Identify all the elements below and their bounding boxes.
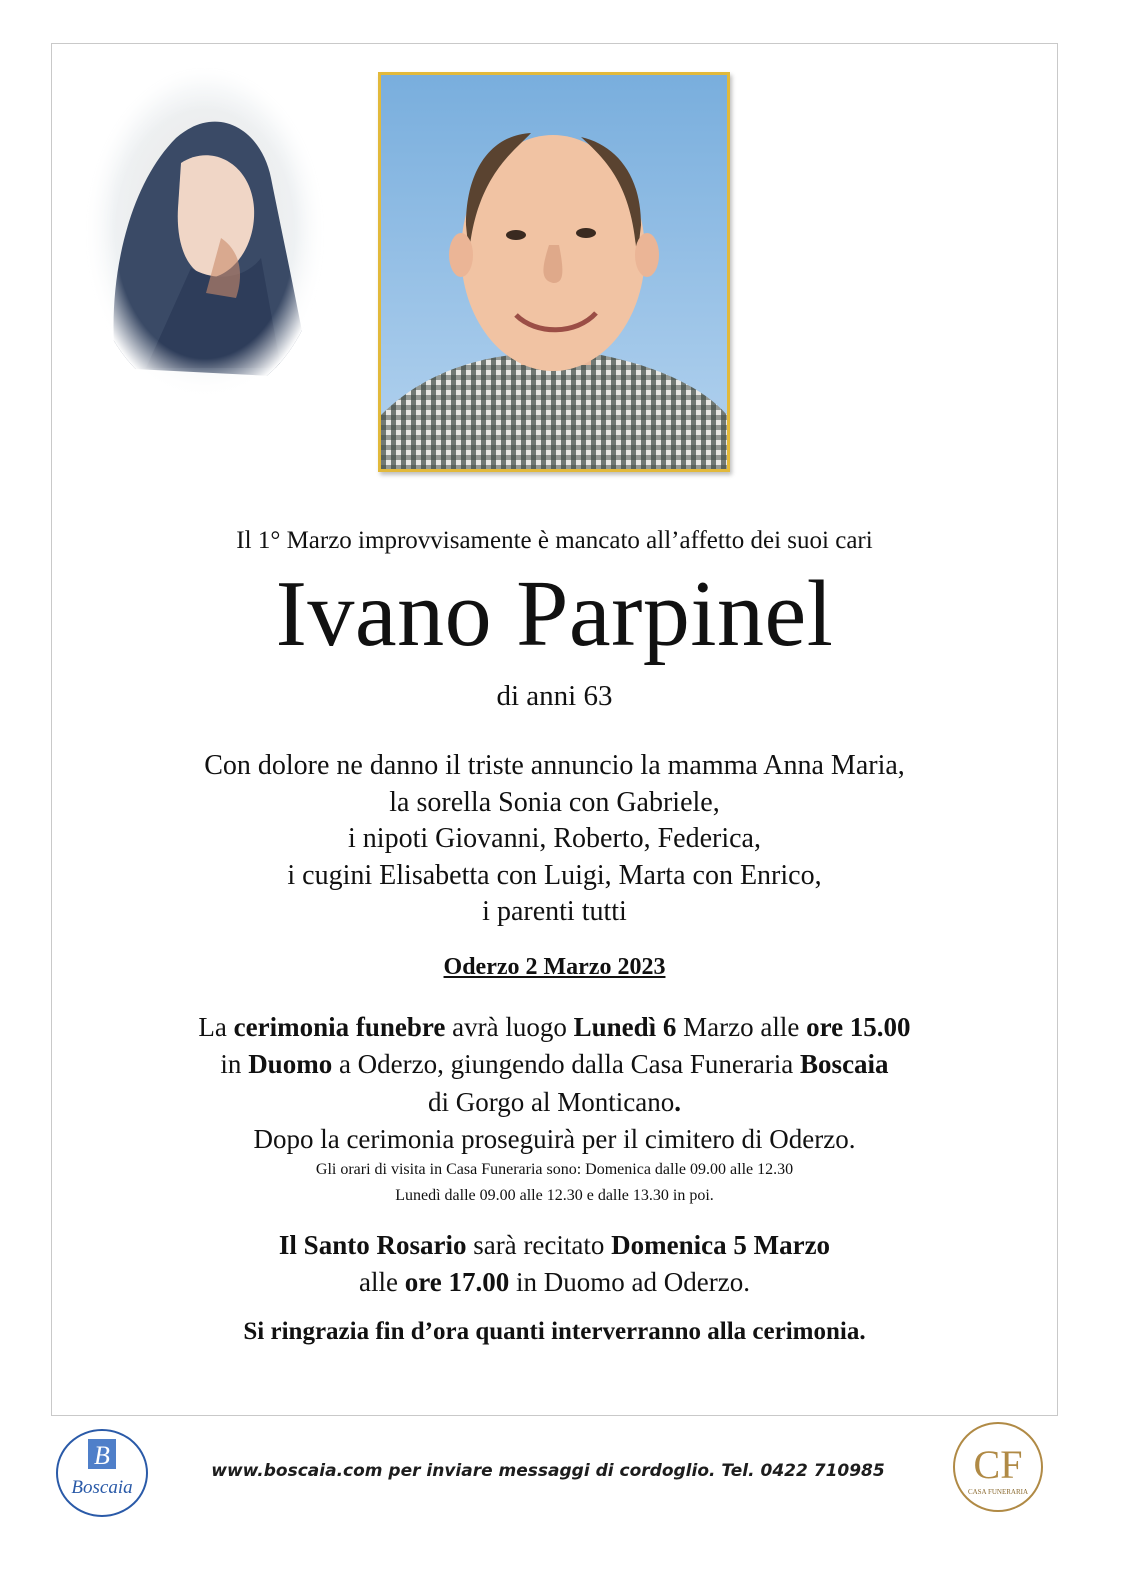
age-text: di anni 63	[496, 680, 613, 712]
visiting-hours-2: Lunedì dalle 09.00 alle 12.30 e dalle 13.30 in poi.	[395, 1187, 714, 1204]
family-line: i cugini Elisabetta con Luigi, Marta con Enrico,	[287, 860, 822, 891]
ceremony-line-4: Dopo la cerimonia proseguirà per il cimitero di Oderzo.	[253, 1124, 856, 1154]
ceremony-line-1: La cerimonia funebre avrà luogo Lunedì 6 Marzo alle ore 15.00	[198, 1012, 911, 1042]
boscaia-logo	[54, 1427, 150, 1519]
portrait-photo	[378, 72, 730, 472]
family-line: i parenti tutti	[482, 896, 627, 927]
intro-text: Il 1° Marzo improvvisamente è mancato all’affetto dei suoi cari	[236, 527, 873, 554]
visiting-hours-1: Gli orari di visita in Casa Funeraria sono: Domenica dalle 09.00 alle 12.30	[315, 1161, 794, 1178]
place-date: Oderzo 2 Marzo 2023	[443, 954, 666, 980]
svg-text:CF: CF	[973, 1442, 1023, 1487]
casa-funeraria-logo	[951, 1420, 1045, 1514]
ceremony-line-2: in Duomo a Oderzo, giungendo dalla Casa Funeraria Boscaia	[220, 1049, 889, 1079]
svg-text:Boscaia: Boscaia	[71, 1477, 133, 1498]
madonna-image	[86, 68, 324, 400]
family-line: la sorella Sonia con Gabriele,	[389, 787, 720, 818]
family-line: i nipoti Giovanni, Roberto, Federica,	[348, 823, 761, 854]
svg-text:B: B	[94, 1441, 110, 1470]
svg-text:CASA FUNERARIA: CASA FUNERARIA	[967, 1488, 1029, 1496]
thanks-text: Si ringrazia fin d’ora quanti interverranno alla cerimonia.	[243, 1318, 866, 1345]
family-line: Con dolore ne danno il triste annuncio la mamma Anna Maria,	[204, 750, 905, 781]
ceremony-line-3: di Gorgo al Monticano.	[428, 1087, 681, 1117]
footer-contact: www.boscaia.com per inviare messaggi di cordoglio. Tel. 0422 710985	[211, 1461, 885, 1481]
rosary-line-1: Il Santo Rosario sarà recitato Domenica 5 Marzo	[278, 1230, 831, 1260]
deceased-name: Ivano Parpinel	[275, 562, 834, 666]
rosary-line-2: alle ore 17.00 in Duomo ad Oderzo.	[359, 1267, 750, 1297]
